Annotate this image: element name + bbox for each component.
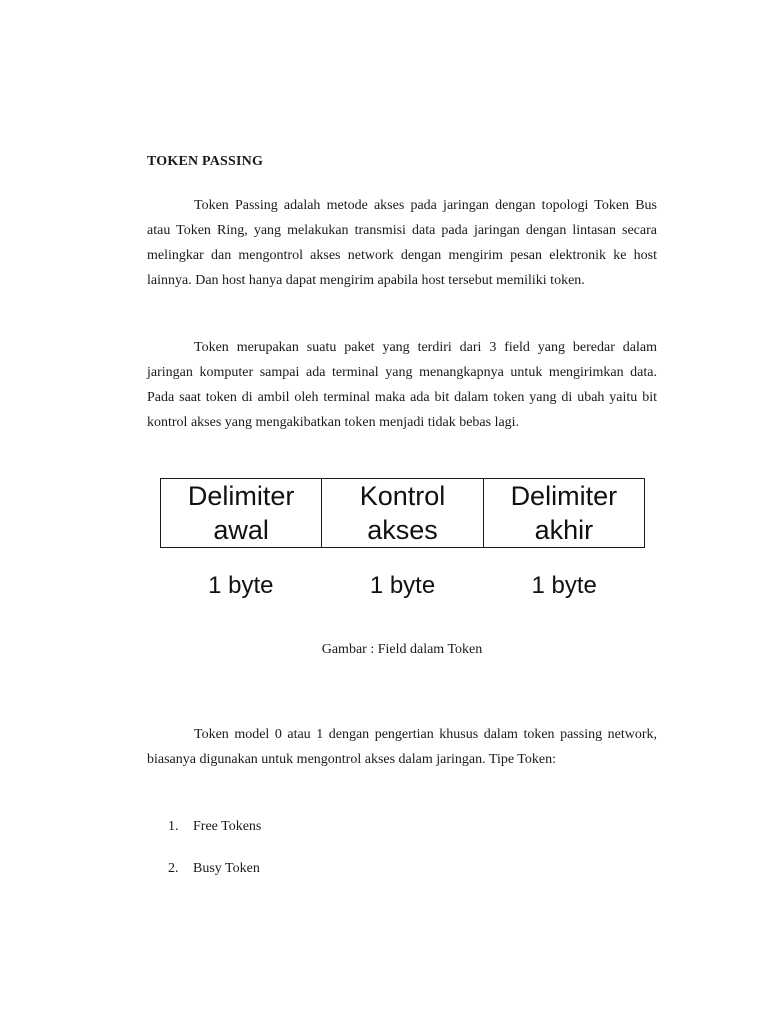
list-number: 1. (168, 819, 179, 834)
field-cell-delimiter-akhir (483, 479, 644, 548)
field-name-line1: Delimiter (510, 481, 618, 511)
field-cell-kontrol-akses (322, 479, 483, 548)
field-name-line2: akses (367, 515, 438, 545)
field-name-line1: Delimiter (187, 481, 295, 511)
list-number: 2. (168, 861, 179, 876)
field-name-line2: awal (213, 515, 269, 545)
field-size-row (160, 572, 645, 600)
field-size-label: 1 byte (208, 572, 274, 599)
section-heading: TOKEN PASSING (147, 154, 264, 169)
field-name-line1: Kontrol (359, 481, 446, 511)
figure-caption: Gambar : Field dalam Token (321, 642, 483, 657)
paragraph-token-types: Token model 0 atau 1 dengan pengertian khusus dalam token passing network, biasanya digunakan untuk mengontrol akses dalam jaringan. Tipe Token: (147, 727, 657, 767)
field-size-label: 1 byte (531, 572, 597, 599)
field-size-label: 1 byte (369, 572, 436, 599)
field-name-line2: akhir (534, 515, 594, 545)
field-cell-delimiter-awal (161, 479, 322, 548)
paragraph-token-passing-definition: Token Passing adalah metode akses pada jaringan dengan topologi Token Bus atau Token Ring, yang melakukan transmisi data pada jaringan dengan lintasan secara melingkar dan mengontrol akses network dengan mengirim pesan elektronik ke host lainnya. Dan host hanya dapat mengirim apabila host tersebut memiliki token. (147, 198, 657, 288)
list-item (168, 861, 260, 877)
token-field-table (160, 478, 645, 548)
paragraph-token-description: Token merupakan suatu paket yang terdiri dari 3 field yang beredar dalam jaringan komputer sampai ada terminal yang menangkapnya untuk mengirimkan data. Pada saat token di ambil oleh terminal maka ada bit dalam token yang di ubah yaitu bit kontrol akses yang mengakibatkan token menjadi tidak bebas lagi. (147, 340, 657, 430)
list-text: Free Tokens (193, 819, 262, 834)
list-item (168, 819, 261, 835)
list-text: Busy Token (193, 861, 260, 876)
token-field-row (161, 479, 645, 548)
